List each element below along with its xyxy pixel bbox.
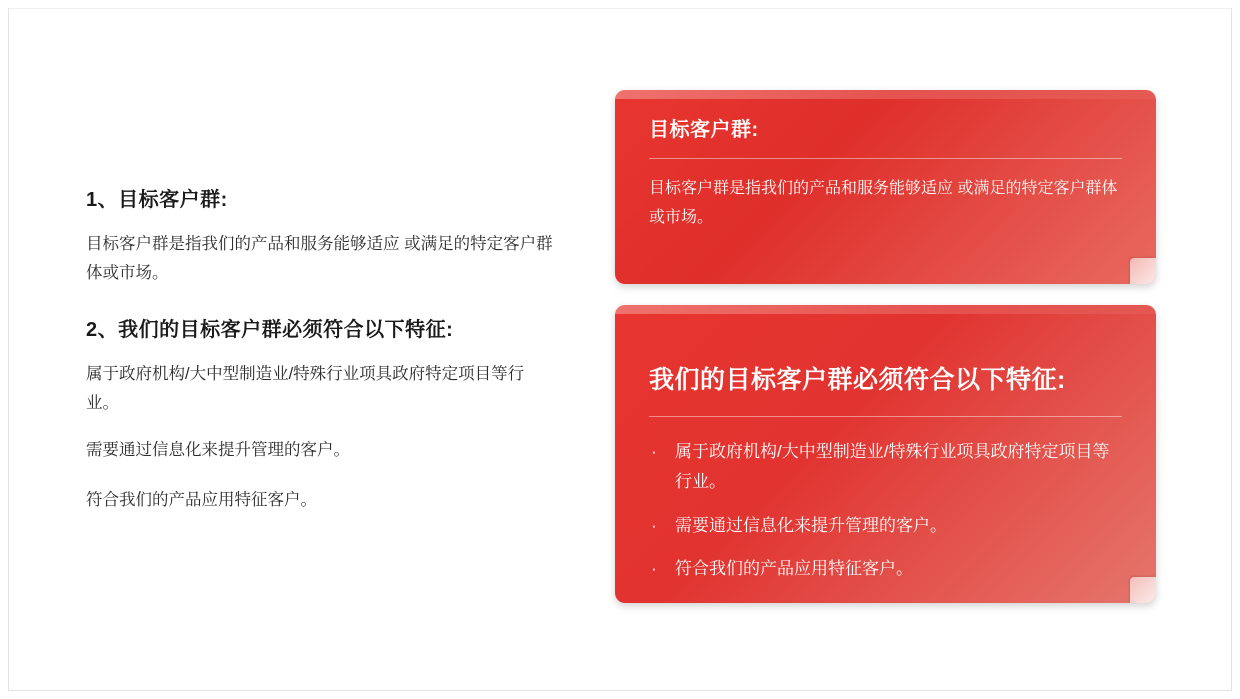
card-2-inner (615, 305, 1156, 603)
bullet-dot-icon: · (651, 442, 657, 461)
list-item (649, 437, 1122, 497)
page-fold-corner-icon (1130, 577, 1156, 603)
left-heading-1: 1、目标客户群: (86, 189, 228, 211)
list-item (649, 554, 1122, 584)
bullet-dot-icon: · (651, 515, 657, 535)
slide-border-right (1231, 8, 1232, 691)
page-fold-corner-icon (1130, 258, 1156, 284)
slide-border-top (8, 8, 1232, 9)
card-1-divider (649, 158, 1122, 159)
card-1-inner (615, 90, 1156, 284)
slide-border-bottom (8, 690, 1232, 691)
left-paragraph-3: 需要通过信息化来提升管理的客户。 (86, 440, 350, 459)
card-2-title: 我们的目标客户群必须符合以下特征: (649, 366, 1066, 394)
left-paragraph-2: 属于政府机构/大中型制造业/特殊行业项具政府特定项目等行业。 (86, 364, 525, 412)
left-paragraph-1: 目标客户群是指我们的产品和服务能够适应 或满足的特定客户群体或市场。 (86, 235, 553, 282)
left-paragraph-4: 符合我们的产品应用特征客户。 (86, 491, 317, 510)
list-item-label: 符合我们的产品应用特征客户。 (675, 559, 913, 579)
card-1-title: 目标客户群: (649, 119, 759, 141)
list-item-label: 需要通过信息化来提升管理的客户。 (675, 515, 947, 535)
card-customer-criteria (615, 305, 1156, 603)
card-2-divider (649, 416, 1122, 417)
bullet-dot-icon: · (651, 559, 657, 579)
slide-border-left (8, 8, 9, 691)
left-heading-2: 2、我们的目标客户群必须符合以下特征: (86, 318, 454, 341)
card-1-body: 目标客户群是指我们的产品和服务能够适应 或满足的特定客户群体或市场。 (649, 180, 1118, 226)
left-text-column (86, 186, 556, 523)
list-item-label: 属于政府机构/大中型制造业/特殊行业项具政府特定项目等行业。 (675, 442, 1110, 491)
list-item (649, 511, 1122, 541)
card-2-bullet-list (649, 437, 1122, 584)
card-target-customer-group (615, 90, 1156, 284)
